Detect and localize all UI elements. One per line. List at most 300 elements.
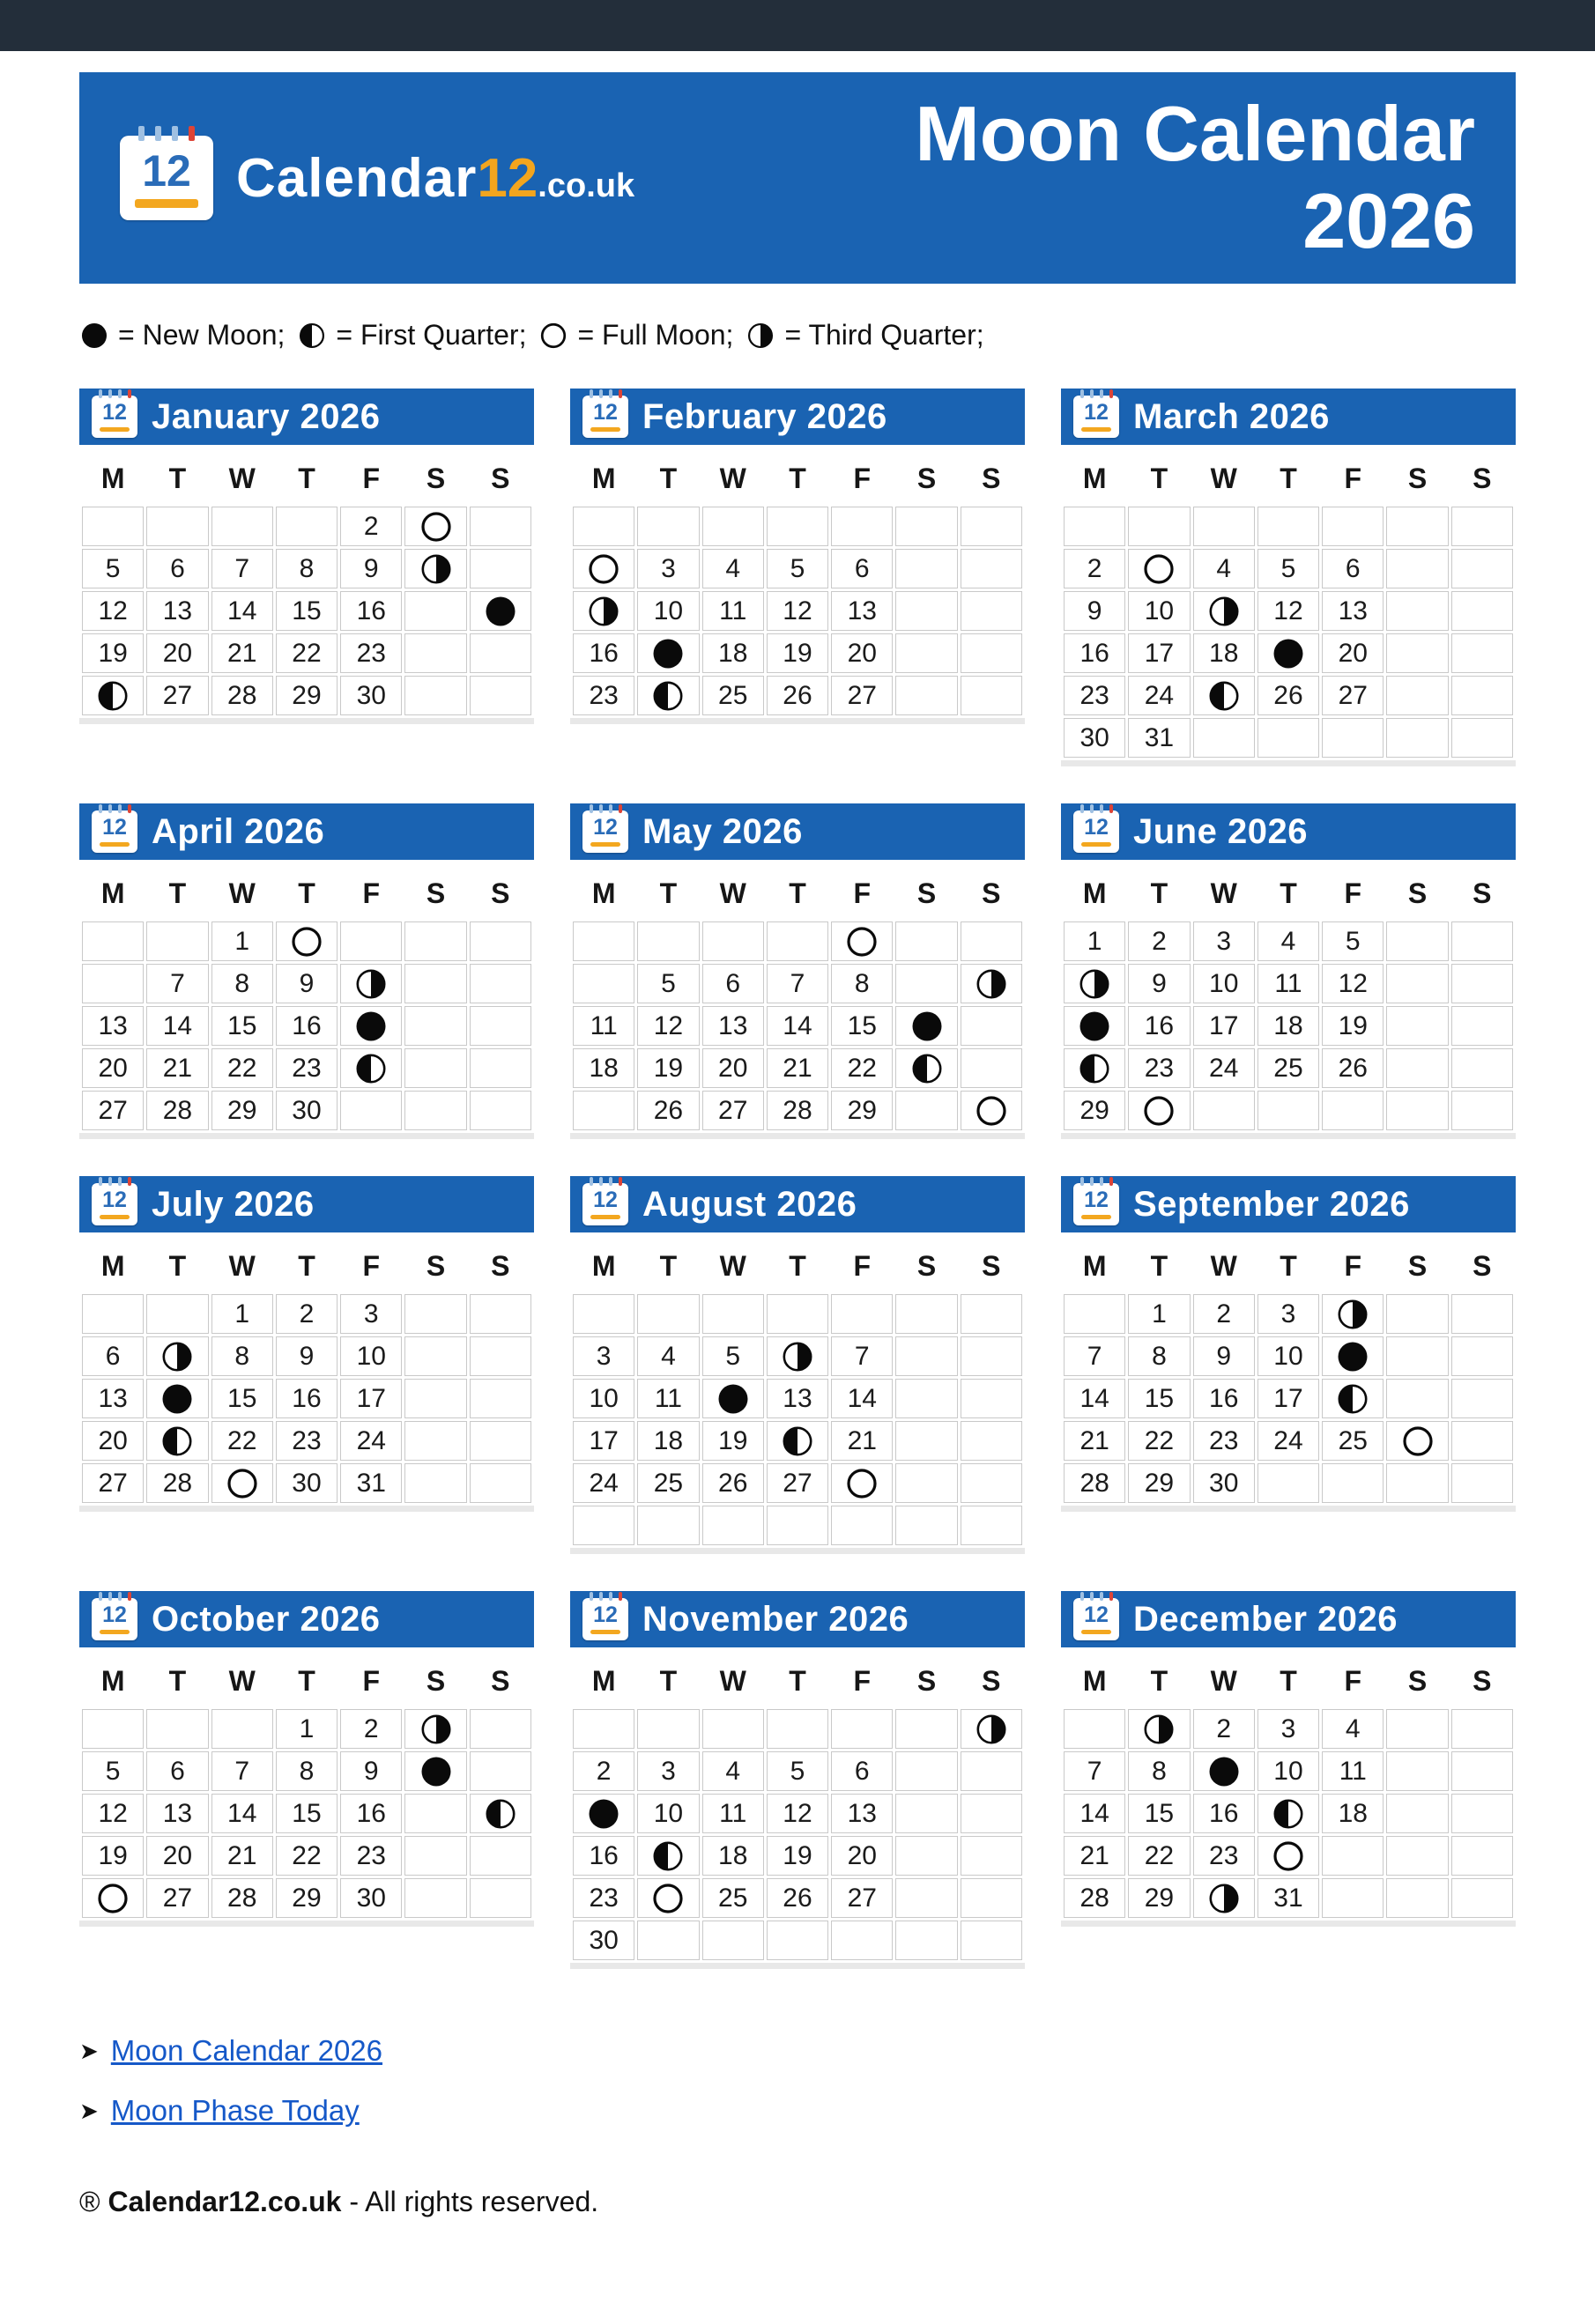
first-quarter-moon-icon xyxy=(1335,1381,1370,1417)
day-cell: 24 xyxy=(1257,1421,1319,1461)
full-moon-icon xyxy=(844,924,879,959)
day-cell: 14 xyxy=(1451,964,1513,1003)
week-row xyxy=(573,1421,1022,1461)
day-cell: 31 xyxy=(340,1463,402,1503)
weekday-header: M xyxy=(100,462,125,494)
day-cell: 29 xyxy=(1064,1091,1125,1130)
new-moon-icon xyxy=(353,1009,389,1044)
weekday-header: S xyxy=(426,1664,446,1697)
day-cell: 31 xyxy=(1128,718,1190,758)
day-cell: 16 xyxy=(1128,1006,1190,1046)
first-quarter-moon-icon xyxy=(1077,1051,1112,1086)
moon-phase-cell xyxy=(895,1006,957,1046)
day-cell: 3 xyxy=(961,921,1022,961)
weekday-header: T xyxy=(1280,1249,1297,1282)
empty-cell xyxy=(1451,718,1513,758)
day-cell: 6 xyxy=(1451,1294,1513,1334)
week-row xyxy=(82,507,531,546)
weekday-header: F xyxy=(362,1249,381,1282)
day-cell: 21 xyxy=(831,1421,893,1461)
calendar-icon xyxy=(1073,810,1119,853)
empty-cell xyxy=(211,507,273,546)
day-cell: 22 xyxy=(831,1048,893,1088)
moon-phase-cell xyxy=(573,549,634,588)
day-cell: 22 xyxy=(1451,633,1513,673)
site-logo[interactable] xyxy=(120,136,634,220)
day-cell: 5 xyxy=(82,1751,144,1791)
day-cell: 23 xyxy=(340,633,402,673)
first-quarter-moon-icon xyxy=(650,1839,686,1874)
month-grid xyxy=(570,450,1025,724)
day-cell: 2 xyxy=(340,507,402,546)
week-row xyxy=(573,1336,1022,1376)
page-title-line2: 2026 xyxy=(1302,177,1475,264)
weekday-header: T xyxy=(1280,1664,1297,1697)
moon-phase-cell xyxy=(404,1709,466,1749)
weekday-header: S xyxy=(916,1249,937,1282)
empty-cell xyxy=(1193,718,1255,758)
day-cell: 1 xyxy=(276,507,338,546)
day-cell: 8 xyxy=(276,549,338,588)
day-cell: 3 xyxy=(573,1336,634,1376)
weekday-header: S xyxy=(982,877,1001,909)
empty-cell xyxy=(1451,1091,1513,1130)
day-cell: 10 xyxy=(1128,591,1190,631)
third-quarter-moon-icon xyxy=(419,551,454,587)
week-row xyxy=(1064,1294,1513,1334)
logo-tld: .co.uk xyxy=(538,167,635,204)
week-row xyxy=(1064,1336,1513,1376)
weekday-header: W xyxy=(1210,1249,1237,1282)
calendar-icon-number: 12 xyxy=(1084,815,1109,840)
calendar-icon xyxy=(92,810,137,853)
empty-cell xyxy=(146,507,208,546)
top-strip xyxy=(0,0,1595,51)
day-cell: 5 xyxy=(767,549,828,588)
empty-cell xyxy=(1386,507,1448,546)
day-cell: 13 xyxy=(82,1006,144,1046)
week-row xyxy=(1064,1751,1513,1791)
first-quarter-moon-icon xyxy=(1206,678,1242,714)
calendar-icon-number: 12 xyxy=(593,1602,618,1627)
calendar-icon-pins xyxy=(138,126,195,141)
day-cell: 9 xyxy=(961,1336,1022,1376)
day-cell: 3 xyxy=(1257,1294,1319,1334)
calendar-icon xyxy=(1073,1598,1119,1640)
empty-cell xyxy=(1322,1463,1384,1503)
calendar-icon-pins xyxy=(99,1592,131,1601)
third-quarter-moon-icon xyxy=(160,1339,195,1374)
month-january-2026 xyxy=(79,389,534,724)
third-quarter-moon-icon xyxy=(1141,1712,1176,1747)
day-cell: 6 xyxy=(831,549,893,588)
day-cell: 30 xyxy=(895,1091,957,1130)
day-cell: 21 xyxy=(1386,633,1448,673)
day-cell: 19 xyxy=(1386,1794,1448,1833)
calendar-icon-bar xyxy=(100,1215,130,1219)
weekday-header: T xyxy=(168,877,187,909)
day-cell: 25 xyxy=(1322,1836,1384,1876)
moon-phase-cell xyxy=(831,1463,893,1503)
day-cell: 23 xyxy=(340,1836,402,1876)
day-cell: 6 xyxy=(702,964,764,1003)
month-grid xyxy=(79,450,534,724)
weekday-header: M xyxy=(591,877,616,909)
weekday-header: W xyxy=(228,1664,256,1697)
full-moon-icon xyxy=(844,1466,879,1501)
day-cell: 29 xyxy=(276,676,338,715)
day-cell: 23 xyxy=(961,1421,1022,1461)
day-cell: 8 xyxy=(895,1336,957,1376)
empty-cell xyxy=(637,1294,699,1334)
empty-cell xyxy=(470,1878,531,1918)
moon-phase-cell xyxy=(573,591,634,631)
moon-phase-cell xyxy=(1128,1091,1190,1130)
day-cell: 6 xyxy=(82,1336,144,1376)
empty-cell xyxy=(470,1091,531,1130)
day-cell: 20 xyxy=(82,1421,144,1461)
third-quarter-moon-icon xyxy=(586,594,621,629)
month-header xyxy=(570,1176,1025,1232)
moon-phase-cell xyxy=(404,507,466,546)
weekday-header: W xyxy=(719,462,746,494)
empty-cell xyxy=(1064,1294,1125,1334)
weekday-header: M xyxy=(1082,1249,1107,1282)
empty-cell xyxy=(1257,507,1319,546)
month-title: March 2026 xyxy=(1133,396,1330,436)
week-row xyxy=(573,1463,1022,1503)
day-cell: 16 xyxy=(276,1379,338,1418)
calendar-icon-pins xyxy=(590,389,622,398)
empty-cell xyxy=(1322,507,1384,546)
weekday-header: S xyxy=(982,462,1001,494)
moon-phase-cell xyxy=(470,1794,531,1833)
day-cell: 5 xyxy=(767,1751,828,1791)
day-cell: 11 xyxy=(702,1794,764,1833)
empty-cell xyxy=(1451,1878,1513,1918)
empty-cell xyxy=(702,1506,764,1545)
moon-phase-cell xyxy=(404,1751,466,1791)
empty-cell xyxy=(1451,1463,1513,1503)
day-cell: 12 xyxy=(1257,591,1319,631)
day-cell: 30 xyxy=(961,1463,1022,1503)
day-cell: 14 xyxy=(831,1379,893,1418)
day-cell: 26 xyxy=(767,1878,828,1918)
month-header xyxy=(79,1591,534,1647)
day-cell: 28 xyxy=(1451,1048,1513,1088)
day-cell: 7 xyxy=(831,1336,893,1376)
empty-cell xyxy=(767,1506,828,1545)
day-cell: 15 xyxy=(211,1006,273,1046)
day-cell: 7 xyxy=(211,1751,273,1791)
full-moon-icon xyxy=(419,509,454,544)
calendar-icon-pins xyxy=(99,804,131,813)
day-cell: 7 xyxy=(895,1751,957,1791)
calendar-icon-bar xyxy=(100,842,130,847)
calendar-icon-bar xyxy=(100,1630,130,1634)
full-moon-icon xyxy=(974,1093,1009,1129)
week-row xyxy=(1064,1463,1513,1503)
day-cell: 14 xyxy=(1064,1379,1125,1418)
weekday-header: T xyxy=(659,462,678,494)
weekday-header: T xyxy=(1280,877,1297,909)
day-cell: 4 xyxy=(1193,549,1255,588)
empty-cell xyxy=(767,1294,828,1334)
empty-cell xyxy=(573,1294,634,1334)
new-moon-icon xyxy=(650,636,686,671)
moon-phase-cell xyxy=(573,1794,634,1833)
weekday-header: S xyxy=(491,1249,510,1282)
first-quarter-moon-icon xyxy=(909,1051,945,1086)
empty-cell xyxy=(1128,507,1190,546)
month-title: December 2026 xyxy=(1133,1599,1398,1639)
day-cell: 5 xyxy=(470,1294,531,1334)
calendar-icon xyxy=(1073,1183,1119,1225)
weekday-header: S xyxy=(1473,1664,1492,1697)
day-cell: 6 xyxy=(1322,549,1384,588)
day-cell: 18 xyxy=(637,1421,699,1461)
week-row xyxy=(82,676,531,715)
weekday-header: S xyxy=(491,877,510,909)
day-cell: 14 xyxy=(895,591,957,631)
weekday-header: S xyxy=(1473,877,1492,909)
copyright-text: - All rights reserved. xyxy=(349,2186,599,2217)
weekday-header: T xyxy=(659,1249,678,1282)
moon-phase-cell xyxy=(961,1091,1022,1130)
weekday-header: T xyxy=(168,1664,187,1697)
day-cell: 22 xyxy=(1128,1836,1190,1876)
moon-phase-cell xyxy=(1193,676,1255,715)
day-cell: 26 xyxy=(637,1091,699,1130)
day-cell: 29 xyxy=(1128,1878,1190,1918)
day-cell: 14 xyxy=(211,591,273,631)
week-row xyxy=(82,1294,531,1334)
day-cell: 11 xyxy=(470,549,531,588)
first-quarter-moon-icon xyxy=(297,321,327,351)
day-cell: 23 xyxy=(1193,1836,1255,1876)
day-cell: 12 xyxy=(637,1006,699,1046)
day-cell: 14 xyxy=(146,1006,208,1046)
weekday-header: S xyxy=(982,1664,1001,1697)
link-moon-phase-today[interactable]: Moon Phase Today xyxy=(110,2094,360,2127)
day-cell: 16 xyxy=(573,1836,634,1876)
day-cell: 10 xyxy=(340,1336,402,1376)
weekday-header: S xyxy=(1473,1249,1492,1282)
day-cell: 19 xyxy=(702,1421,764,1461)
day-cell: 28 xyxy=(146,1091,208,1130)
months-grid xyxy=(79,389,1516,1969)
day-cell: 27 xyxy=(146,1878,208,1918)
new-moon-icon xyxy=(79,321,109,351)
day-cell: 21 xyxy=(1064,1421,1125,1461)
day-cell: 21 xyxy=(211,1836,273,1876)
month-header xyxy=(570,389,1025,445)
legend-item-full-moon xyxy=(538,319,733,352)
day-cell: 30 xyxy=(340,676,402,715)
month-june-2026 xyxy=(1061,803,1516,1139)
day-cell: 16 xyxy=(1193,1794,1255,1833)
month-grid xyxy=(79,1653,534,1927)
day-cell: 29 xyxy=(211,1091,273,1130)
logo-brand: Calendar xyxy=(236,147,478,209)
empty-cell xyxy=(831,1294,893,1334)
first-quarter-moon-icon xyxy=(780,1424,815,1459)
weekday-header: S xyxy=(1407,462,1428,494)
month-march-2026 xyxy=(1061,389,1516,766)
weekday-header: S xyxy=(916,1664,937,1697)
moon-phase-cell xyxy=(211,1463,273,1503)
new-moon-icon xyxy=(586,1796,621,1832)
week-row xyxy=(82,1794,531,1833)
empty-cell xyxy=(895,507,957,546)
legend-item-label: = Full Moon; xyxy=(577,319,734,351)
weekday-header: W xyxy=(228,462,256,494)
weekday-header: T xyxy=(1150,1249,1168,1282)
empty-cell xyxy=(1386,1878,1448,1918)
day-cell: 24 xyxy=(573,1463,634,1503)
day-cell: 29 xyxy=(276,1878,338,1918)
day-cell: 2 xyxy=(1064,549,1125,588)
moon-phase-cell xyxy=(961,1709,1022,1749)
calendar-icon-bar xyxy=(135,199,198,208)
calendar-icon-number: 12 xyxy=(593,400,618,425)
month-grid xyxy=(79,1238,534,1512)
day-cell: 4 xyxy=(404,921,466,961)
week-row xyxy=(82,633,531,673)
week-row xyxy=(573,964,1022,1003)
empty-cell xyxy=(961,676,1022,715)
day-cell: 4 xyxy=(702,549,764,588)
month-august-2026 xyxy=(570,1176,1025,1554)
day-cell: 21 xyxy=(1451,1006,1513,1046)
moon-phase-cell xyxy=(470,591,531,631)
day-cell: 1 xyxy=(276,1709,338,1749)
legend-item-third-quarter-moon xyxy=(746,319,983,352)
calendar-icon xyxy=(92,1598,137,1640)
link-moon-calendar-2026[interactable]: Moon Calendar 2026 xyxy=(110,2034,383,2067)
day-cell: 26 xyxy=(1386,1836,1448,1876)
day-cell: 5 xyxy=(1386,1294,1448,1334)
week-row xyxy=(82,1463,531,1503)
day-cell: 2 xyxy=(961,1294,1022,1334)
day-cell: 27 xyxy=(1451,1421,1513,1461)
calendar-icon-pins xyxy=(590,1592,622,1601)
weekday-header: W xyxy=(228,877,256,909)
day-cell: 25 xyxy=(470,1836,531,1876)
third-quarter-moon-icon xyxy=(1206,594,1242,629)
new-moon-icon xyxy=(419,1754,454,1789)
day-cell: 13 xyxy=(1322,591,1384,631)
day-cell: 27 xyxy=(82,1463,144,1503)
day-cell: 28 xyxy=(895,676,957,715)
empty-cell xyxy=(1386,1463,1448,1503)
day-cell: 17 xyxy=(404,1794,466,1833)
full-moon-icon xyxy=(225,1466,260,1501)
day-cell: 1 xyxy=(211,921,273,961)
calendar-icon xyxy=(120,136,213,220)
empty-cell xyxy=(961,1921,1022,1960)
week-row xyxy=(1064,1379,1513,1418)
day-cell: 19 xyxy=(767,1836,828,1876)
day-cell: 7 xyxy=(895,549,957,588)
day-cell: 15 xyxy=(211,1379,273,1418)
third-quarter-moon-icon xyxy=(1077,966,1112,1002)
empty-cell xyxy=(573,507,634,546)
day-cell: 29 xyxy=(1451,676,1513,715)
day-cell: 27 xyxy=(702,1091,764,1130)
week-row xyxy=(1064,1091,1513,1130)
week-row xyxy=(1064,1709,1513,1749)
day-cell: 12 xyxy=(767,591,828,631)
month-grid xyxy=(570,865,1025,1139)
day-cell: 14 xyxy=(895,1794,957,1833)
calendar-icon-number: 12 xyxy=(593,1188,618,1212)
calendar-icon-bar xyxy=(1081,1630,1111,1634)
weekday-header: F xyxy=(853,1249,872,1282)
day-cell: 6 xyxy=(1386,921,1448,961)
day-cell: 19 xyxy=(1322,1006,1384,1046)
weekday-header: S xyxy=(916,877,937,909)
day-cell: 27 xyxy=(767,1463,828,1503)
page-footer xyxy=(79,2034,1516,2324)
day-cell: 13 xyxy=(146,591,208,631)
weekday-header: F xyxy=(362,877,381,909)
day-cell: 6 xyxy=(146,1751,208,1791)
weekday-header: M xyxy=(100,1664,125,1697)
week-row xyxy=(573,1379,1022,1418)
empty-cell xyxy=(767,507,828,546)
empty-cell xyxy=(1193,507,1255,546)
day-cell: 2 xyxy=(340,1709,402,1749)
full-moon-icon xyxy=(1271,1839,1306,1874)
day-cell: 4 xyxy=(470,1709,531,1749)
third-quarter-moon-icon xyxy=(353,966,389,1002)
month-title: February 2026 xyxy=(642,396,887,436)
weekday-header: M xyxy=(1082,462,1107,494)
day-cell: 16 xyxy=(340,1794,402,1833)
day-cell: 6 xyxy=(831,1751,893,1791)
moon-phase-cell xyxy=(767,1336,828,1376)
empty-cell xyxy=(767,921,828,961)
weekday-header: M xyxy=(591,1249,616,1282)
day-cell: 17 xyxy=(961,1006,1022,1046)
weekday-header: W xyxy=(1210,462,1237,494)
week-row xyxy=(82,964,531,1003)
day-cell: 20 xyxy=(831,633,893,673)
weekday-header: T xyxy=(659,1664,678,1697)
week-row xyxy=(82,591,531,631)
day-cell: 4 xyxy=(702,1751,764,1791)
first-quarter-moon-icon xyxy=(1271,1796,1306,1832)
weekday-header: F xyxy=(1344,1249,1362,1282)
day-cell: 12 xyxy=(470,964,531,1003)
day-cell: 18 xyxy=(702,1836,764,1876)
empty-cell xyxy=(702,1709,764,1749)
calendar-icon-number: 12 xyxy=(1084,1188,1109,1212)
month-december-2026 xyxy=(1061,1591,1516,1927)
day-cell: 25 xyxy=(1257,1048,1319,1088)
week-row xyxy=(573,1751,1022,1791)
empty-cell xyxy=(82,507,144,546)
day-cell: 30 xyxy=(1064,718,1125,758)
month-title: May 2026 xyxy=(642,811,803,851)
day-cell: 26 xyxy=(1322,1048,1384,1088)
page-title xyxy=(915,91,1475,264)
day-cell: 31 xyxy=(573,1506,634,1545)
day-cell: 26 xyxy=(1257,676,1319,715)
empty-cell xyxy=(82,1709,144,1749)
month-may-2026 xyxy=(570,803,1025,1139)
